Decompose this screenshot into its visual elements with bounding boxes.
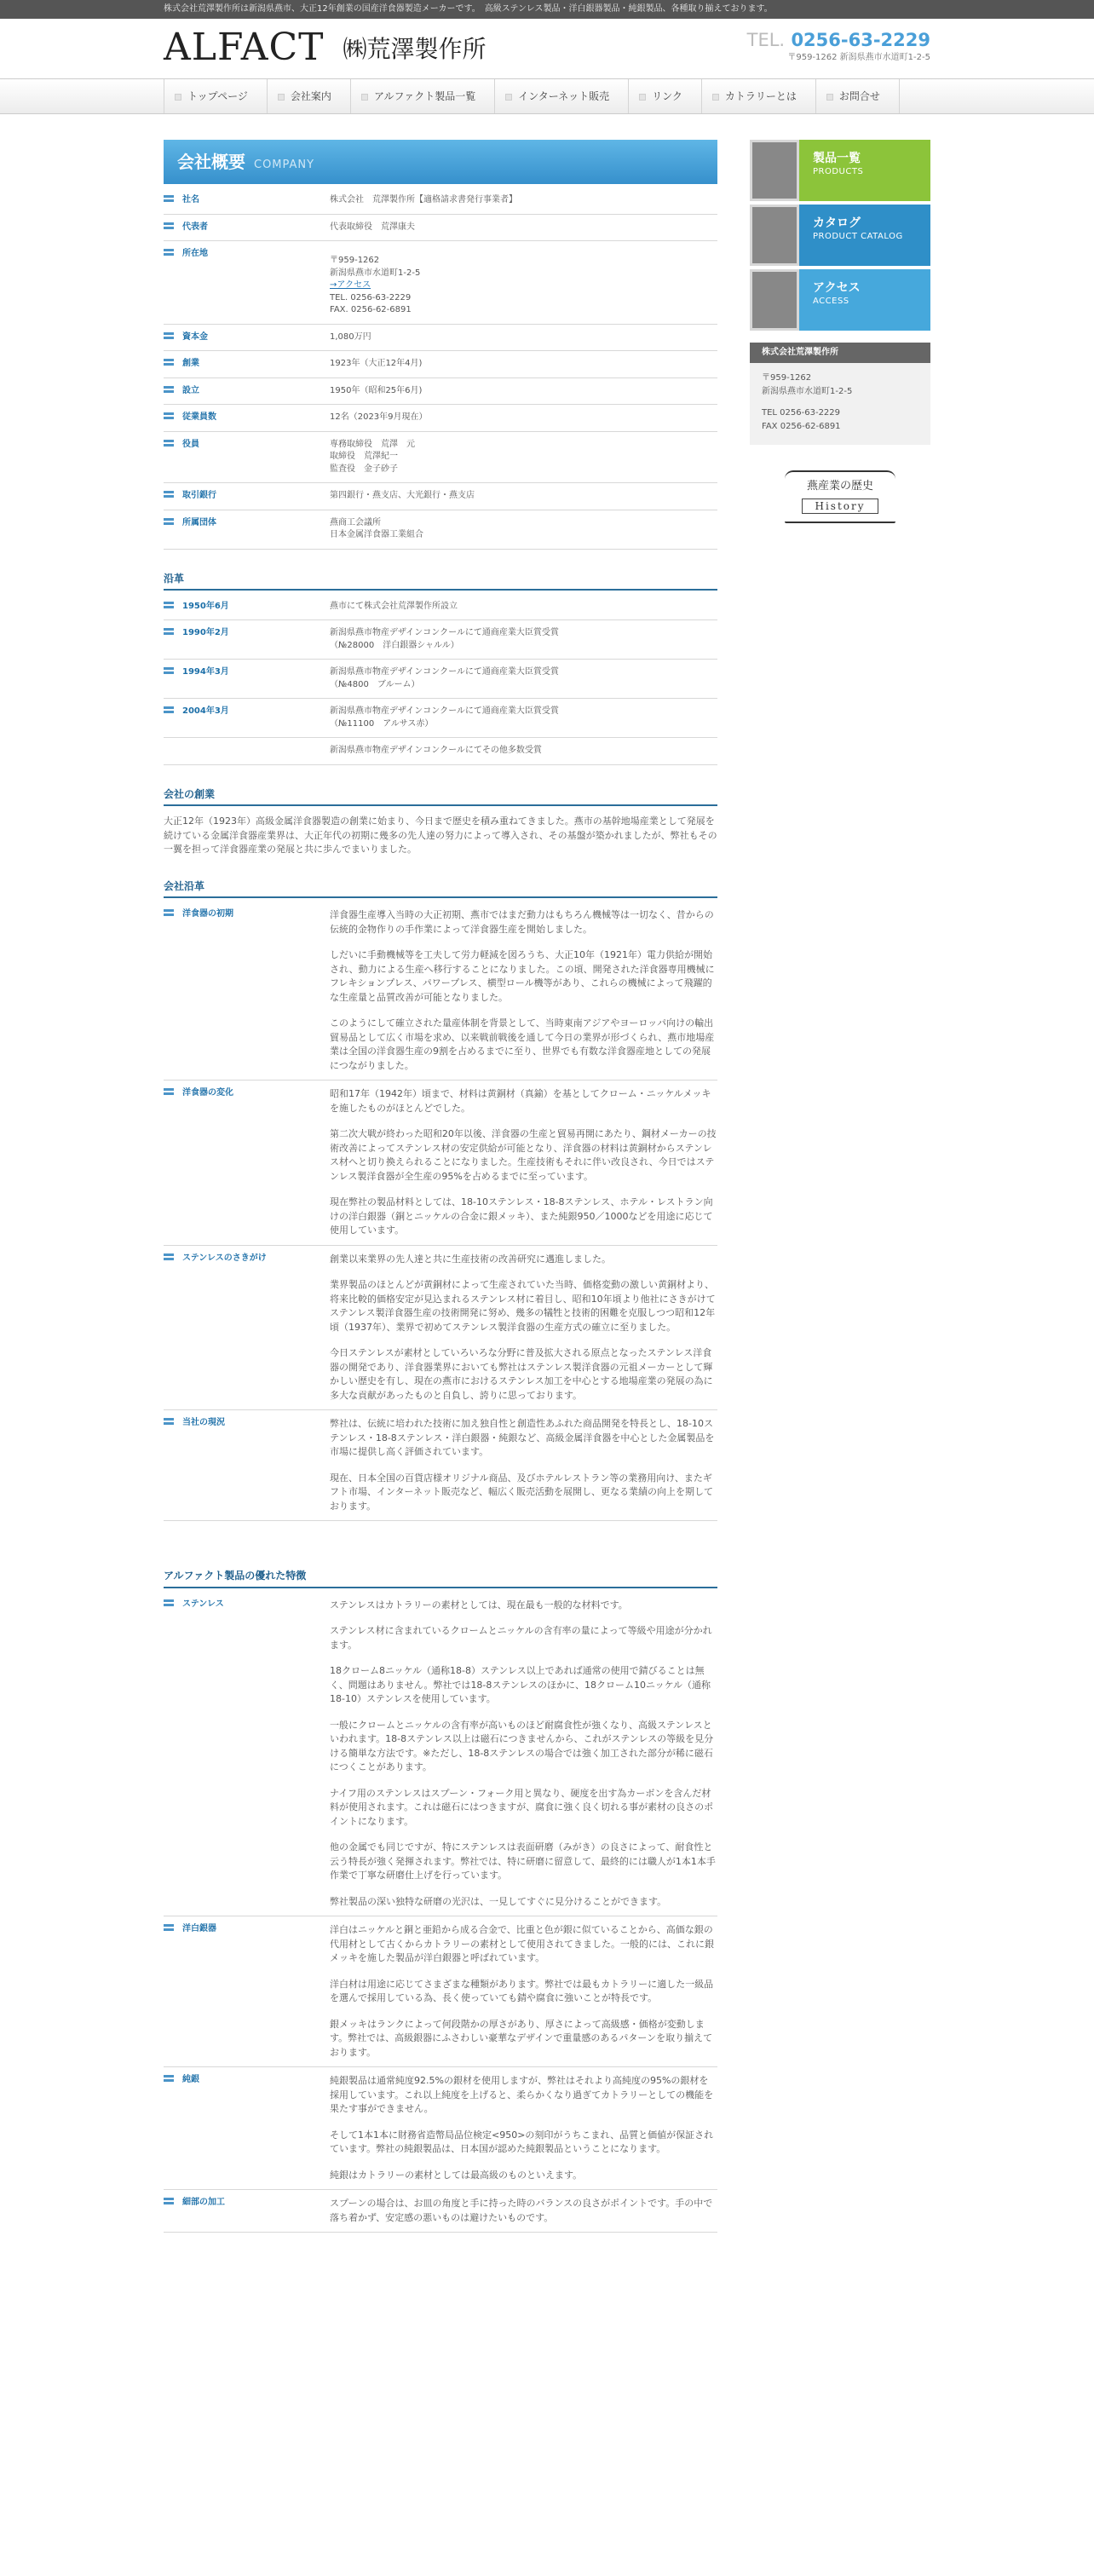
company-value [330, 483, 717, 510]
access-banner-image [750, 269, 799, 331]
enkaku-value [330, 1081, 717, 1246]
enkaku-paragraph: 第二次大戦が終わった昭和20年以後、洋食器の生産と貿易再開にあたり、鋼材メーカーの技術改善によってステンレス材の安定供給が可能となり、洋食器の材料は黄銅材からステンレス材へと切り換えられることになりました。生産技術もそれに伴い改良され、今日ではステンレス製洋食器が全生産の95%を占めるまでに至っています。 [330, 1128, 717, 1182]
row-label: 社名 [182, 195, 199, 205]
features-table [164, 1592, 717, 2233]
site-logo[interactable] [164, 26, 487, 69]
history-row [164, 620, 717, 660]
enkaku-value [330, 1410, 717, 1521]
nav-bullet-icon [712, 94, 719, 101]
history-link-title: 燕産業の歴史 [806, 480, 873, 493]
row-label-cell [164, 699, 330, 738]
tel-label: TEL. [746, 30, 786, 50]
company-row [164, 187, 717, 214]
row-label: 1994年3月 [182, 667, 229, 677]
row-label-cell [164, 324, 330, 351]
row-label-cell [164, 1592, 330, 1916]
products-banner-title: 製品一覧 [813, 152, 861, 165]
nav-item-6[interactable] [815, 79, 900, 113]
row-label: 洋食器の初期 [182, 909, 233, 919]
history-row [164, 738, 717, 765]
history-value [330, 699, 717, 738]
products-banner-subtitle: PRODUCTS [813, 167, 864, 176]
company-value [330, 431, 717, 483]
features-paragraph: 一般にクロームとニッケルの含有率が高いものほど耐腐食性が強くなり、高級ステンレスといわれます。18-8ステンレス以上は磁石につきませんから、これがステンレスの等級を見分ける簡単な方法です。※ただし、18-8ステンレスの場合では強く加工された部分が稀に磁石につくことがあります。 [330, 1719, 714, 1773]
history-row [164, 699, 717, 738]
company-value-line: 株式会社 荒澤製作所【適格請求書発行事業者】 [330, 195, 517, 205]
row-label: 従業員数 [182, 412, 216, 422]
company-value-line: 取締役 荒澤紀一 [330, 452, 398, 461]
nav-item-label: アルファクト製品一覧 [373, 90, 476, 102]
enkaku-paragraph: 業界製品のほとんどが黄銅材によって生産されていた当時、価格変動の激しい黄銅材より、将来比較的価格安定が見込まれるステンレス材に着目し、昭和10年頃より他社にさきがけてステンレス製洋食器生産の技術開発に努め、幾多の犠牲と技術的困難を克服しつつ昭和12年頃（1937年）、業界で初めてステンレス製洋食器の生産方式の確立に至りました。 [330, 1279, 716, 1333]
row-label-cell [164, 405, 330, 432]
history-line: 新潟県燕市物産デザインコンクールにて通商産業大臣賞受賞 [330, 706, 559, 717]
row-label-cell [164, 1245, 330, 1410]
row-bullet-icon [164, 222, 174, 230]
company-row [164, 351, 717, 378]
company-value [330, 405, 717, 432]
enkaku-row [164, 1410, 717, 1521]
row-label: 設立 [182, 385, 199, 395]
row-label-cell [164, 620, 330, 660]
features-paragraph: 銀メッキはランクによって何段階かの厚さがあり、厚さによって高級感・価格が変動します。弊社では、高級銀器にふさわしい豪華なデザインで重量感のあるパターンを取り揃えております。 [330, 2018, 713, 2058]
page-title-banner [164, 140, 717, 184]
company-row [164, 324, 717, 351]
header-contact [747, 29, 930, 65]
row-bullet-icon [164, 1599, 174, 1607]
nav-item-3[interactable] [494, 79, 628, 113]
nav-item-label: トップページ [187, 90, 248, 102]
company-value [330, 324, 717, 351]
row-label: 1950年6月 [182, 601, 229, 611]
features-heading: アルファクト製品の優れた特徴 [164, 1569, 717, 1588]
company-info-box [750, 343, 930, 445]
row-label: 当社の現況 [182, 1418, 225, 1428]
features-paragraph: そして1本1本に財務省造幣局品位検定<950>の刻印がうちこまれ、品質と価値が保証されています。弊社の純銀製品は、日本国が認めた純銀製品ということになります。 [330, 2129, 714, 2155]
company-row [164, 377, 717, 405]
row-label: ステンレス [182, 1599, 224, 1609]
row-bullet-icon [164, 706, 174, 714]
logo-mark: ALFACT [164, 26, 325, 69]
access-banner-label [799, 269, 930, 331]
access-banner-title: アクセス [813, 281, 861, 295]
row-bullet-icon [164, 908, 174, 917]
row-bullet-icon [164, 358, 174, 366]
history-value [330, 738, 717, 765]
history-value [330, 660, 717, 699]
nav-item-4[interactable] [628, 79, 701, 113]
company-row [164, 431, 717, 483]
history-line: 新潟県燕市物産デザインコンクールにて通商産業大臣賞受賞 [330, 667, 559, 677]
enkaku-row [164, 1081, 717, 1246]
enkaku-row [164, 902, 717, 1081]
row-label: 洋白銀器 [182, 1924, 216, 1934]
enkaku-value [330, 1245, 717, 1410]
nav-item-label: リンク [652, 90, 682, 102]
row-bullet-icon [164, 2074, 174, 2083]
row-label: 所属団体 [182, 517, 216, 527]
company-value-line: 代表取締役 荒澤康夫 [330, 222, 415, 232]
company-value-line: 第四銀行・燕支店、大光銀行・燕支店 [330, 491, 475, 500]
company-row [164, 405, 717, 432]
company-value-line: 1923年（大正12年4月) [330, 359, 423, 368]
row-label-cell [164, 1410, 330, 1521]
row-label-cell [164, 510, 330, 549]
features-paragraph: 他の金属でも同じですが、特にステンレスは表面研磨（みがき）の良さによって、耐食性と云う特長が強く発揮されます。弊社では、特に研磨に留意して、最終的には職人が1本1本手作業で丁寧な研磨仕上げを行っています。 [330, 1841, 716, 1882]
company-row [164, 241, 717, 325]
company-info-line: 〒959-1262 [762, 373, 812, 383]
row-label-cell [164, 738, 330, 765]
features-row [164, 1916, 717, 2067]
features-paragraph: 純銀製品は通常純度92.5%の銀材を使用しますが、弊社はそれより高純度の95%の銀材を採用しています。これ以上純度を上げると、柔らかくなり過ぎてカトラリーとしての機能を果たす事ができません。 [330, 2075, 714, 2115]
company-value-line: 〒959-1262 [330, 256, 380, 265]
catalog-banner-title: カタログ [813, 216, 861, 230]
catalog-banner-subtitle: PRODUCT CATALOG [813, 232, 903, 241]
nav-item-0[interactable] [164, 79, 267, 113]
top-tagline: 株式会社荒澤製作所は新潟県燕市、大正12年創業の国産洋食器製造メーカーです。 高級ステンレス製品・洋白銀器製品・純銀製品、各種取り揃えております。 [0, 0, 1094, 19]
company-value [330, 351, 717, 378]
features-paragraph: 純銀はカトラリーの素材としては最高級のものといえます。 [330, 2169, 583, 2181]
company-info-title: 株式会社荒澤製作所 [750, 343, 930, 363]
row-bullet-icon [164, 1923, 174, 1932]
features-paragraph: ナイフ用のステンレスはスプーン・フォーク用と異なり、硬度を出す為カーボンを含んだ材料が使用されます。これは磁石にはつきますが、腐食に強く良く切れる事が素材の良さのポイントになります。 [330, 1787, 714, 1827]
row-bullet-icon [164, 248, 174, 256]
company-value-line: TEL. 0256-63-2229 [330, 292, 412, 303]
row-bullet-icon [164, 331, 174, 340]
nav-bullet-icon [361, 94, 368, 101]
history-line: （№28000 洋白銀器シャルル） [330, 640, 459, 650]
history-link[interactable] [785, 470, 895, 523]
company-value-line: 専務取締役 荒澤 元 [330, 439, 415, 449]
nav-item-label: インターネット販売 [518, 90, 610, 102]
enkaku-heading: 会社沿革 [164, 879, 717, 898]
features-paragraph: ステンレスはカトラリーの素材としては、現在最も一般的な材料です。 [330, 1599, 628, 1611]
company-value [330, 187, 717, 214]
row-label-cell [164, 2067, 330, 2190]
products-banner-image [750, 140, 799, 201]
enkaku-paragraph: 今日ステンレスが素材としていろいろな分野に普及拡大される原点となったステンレス洋食器の開発であり、洋食器業界においても弊社はステンレス製洋食器の元祖メーカーとして輝かしい歴史を有し、現在の燕市におけるステンレス加工を中心とする地場産業の発展の為に多大な貢献があったものと自負し、誇りに思っております。 [330, 1347, 713, 1401]
history-value [330, 594, 717, 620]
row-label-cell [164, 214, 330, 241]
company-value-line: 新潟県燕市水道町1-2-5 [330, 268, 421, 278]
row-label: 洋食器の変化 [182, 1088, 233, 1098]
row-label: ステンレスのさきがけ [182, 1253, 267, 1263]
founding-text: 大正12年（1923年）高級金属洋食器製造の創業に始まり、今日まで歴史を積み重ねてきました。燕市の基幹地場産業として発展を続けている金属洋食器産業界は、大正年代の初期に幾多の先人達の努力によって導入され、その基盤が築かれましたが、弊社もその一翼を担って洋食器産業の発展と共に歩んでまいりました。 [164, 815, 717, 856]
access-banner[interactable] [750, 269, 930, 331]
row-label-cell [164, 1081, 330, 1246]
row-bullet-icon [164, 490, 174, 498]
features-paragraph: スプーンの場合は、お皿の角度と手に持った時のバランスの良さがポイントです。手の中で落ち着かず、安定感の悪いものは避けたいものです。 [330, 2198, 713, 2223]
company-value-line: 1950年（昭和25年6月) [330, 385, 423, 395]
history-row [164, 594, 717, 620]
company-info-line: TEL 0256-63-2229 [762, 408, 841, 418]
row-bullet-icon [164, 627, 174, 636]
nav-bullet-icon [175, 94, 181, 101]
nav-item-5[interactable] [701, 79, 815, 113]
features-paragraph: 18クローム8ニッケル（通称18-8）ステンレス以上であれば通常の使用で錆びることは無く、問題はありません。弊社では18-8ステンレスのほかに、18クローム10ニッケル（通称18-10）ステンレスを使用しています。 [330, 1665, 711, 1705]
row-label: 代表者 [182, 222, 208, 232]
row-label-cell [164, 2190, 330, 2233]
row-label: 資本金 [182, 331, 208, 342]
row-bullet-icon [164, 666, 174, 675]
history-line: 燕市にて株式会社荒澤製作所設立 [330, 601, 458, 611]
enkaku-paragraph: 現在弊社の製品材料としては、18-10ステンレス・18-8ステンレス、ホテル・レストラン向けの洋白銀器（銅とニッケルの合金に銀メッキ）、また純銀950／1000などを用途に応じて使用しています。 [330, 1196, 713, 1236]
history-line: 新潟県燕市物産デザインコンクールにてその他多数受賞 [330, 746, 542, 756]
row-label-cell [164, 483, 330, 510]
company-info-line: 新潟県燕市水道町1-2-5 [762, 386, 853, 396]
header-address: 〒959-1262 新潟県燕市水道町1-2-5 [787, 53, 930, 62]
access-banner-subtitle: ACCESS [813, 297, 849, 306]
history-value [330, 620, 717, 660]
row-label-cell [164, 377, 330, 405]
features-value [330, 2190, 717, 2233]
enkaku-paragraph: このようにして確立された量産体制を背景として、当時東南アジアやヨーロッパ向けの輸出貿易品として広く市場を求め、以来戦前戦後を通して今日の業界が形づくられ、燕市地場産業は全国の洋食器生産の9割を占めるまでに至り、世界でも有数な洋食器産地としての発展につながりました。 [330, 1017, 715, 1071]
features-row [164, 2190, 717, 2233]
sidebar [750, 140, 930, 523]
features-value [330, 1916, 717, 2067]
company-value-line[interactable]: →アクセス [330, 280, 371, 290]
company-value [330, 510, 717, 549]
company-value [330, 377, 717, 405]
row-label-cell [164, 431, 330, 483]
founding-heading: 会社の創業 [164, 787, 717, 806]
row-label-cell [164, 187, 330, 214]
enkaku-table [164, 902, 717, 1521]
enkaku-paragraph: 現在、日本全国の百貨店様オリジナル商品、及びホテルレストラン等の業務用向け、またギフト市場、インターネット販売など、幅広く販売活動を展開し、更なる業績の向上を期しております。 [330, 1472, 714, 1512]
history-line: 新潟県燕市物産デザインコンクールにて通商産業大臣賞受賞 [330, 628, 559, 638]
features-value [330, 1592, 717, 1916]
company-value [330, 241, 717, 325]
company-value-line: 燕商工会議所 [330, 517, 381, 527]
row-bullet-icon [164, 439, 174, 447]
company-value-line: 1,080万円 [330, 331, 371, 342]
row-bullet-icon [164, 1417, 174, 1426]
row-label: 純銀 [182, 2075, 199, 2085]
enkaku-paragraph: 洋食器生産導入当時の大正初期、燕市ではまだ動力はもちろん機械等は一切なく、昔からの伝統的金物作りの手作業によって洋食器生産を開始しました。 [330, 909, 714, 935]
nav-bullet-icon [505, 94, 512, 101]
company-row [164, 483, 717, 510]
row-label: 細部の加工 [182, 2198, 225, 2208]
row-bullet-icon [164, 1253, 174, 1261]
company-row [164, 510, 717, 549]
company-row [164, 214, 717, 241]
row-label-cell [164, 594, 330, 620]
row-label: 所在地 [182, 249, 208, 258]
catalog-banner-label [799, 205, 930, 266]
enkaku-paragraph: しだいに手動機械等を工夫して労力軽減を図ろうち、大正10年（1921年）電力供給が開始され、動力による生産へ移行することになりました。この頃、開発された洋食器専用機械にフレキションプレス、パワープレス、横型ロール機等があり、これらの機械によって飛躍的な生産量と品質改善が可能となりました。 [330, 949, 715, 1003]
row-label-cell [164, 902, 330, 1081]
row-label: 2004年3月 [182, 706, 229, 717]
row-bullet-icon [164, 412, 174, 420]
features-paragraph: 洋白材は用途に応じてさまざまな種類があります。弊社では最もカトラリーに適した一級品を選んで採用している為、長く使っていても錆や腐食に強いことが特長です。 [330, 1978, 714, 2004]
history-heading: 沿革 [164, 572, 717, 591]
company-value [330, 214, 717, 241]
enkaku-paragraph: 創業以来業界の先人達と共に生産技術の改善研究に邁進しました。 [330, 1253, 611, 1265]
row-label: 役員 [182, 439, 199, 449]
company-value-line: 日本金属洋食器工業組合 [330, 530, 423, 539]
features-row [164, 1592, 717, 1916]
row-bullet-icon [164, 194, 174, 203]
history-link-sub: History [802, 498, 878, 514]
row-label: 1990年2月 [182, 628, 229, 638]
row-bullet-icon [164, 385, 174, 394]
row-label: 取引銀行 [182, 491, 216, 500]
company-info-body [750, 363, 930, 445]
history-line: （№11100 アルサス赤） [330, 718, 434, 729]
features-paragraph: 洋白はニッケルと銅と亜鉛から成る合金で、比重と色が銀に似ていることから、高価な銀の代用材として古くからカトラリーの素材として使用されてきました。一般的には、これに銀メッキを施した製品が洋白銀器と呼ばれています。 [330, 1924, 714, 1964]
catalog-banner-image [750, 205, 799, 266]
company-value-line: 12名（2023年9月現在） [330, 412, 428, 422]
company-info-line [762, 398, 918, 406]
enkaku-value [330, 902, 717, 1081]
row-label-cell [164, 1916, 330, 2067]
enkaku-paragraph: 昭和17年（1942年）頃まで、材料は黄銅材（真鍮）を基としてクローム・ニッケルメッキを施したものがほとんどでした。 [330, 1088, 711, 1114]
nav-item-2[interactable] [350, 79, 494, 113]
row-bullet-icon [164, 517, 174, 526]
nav-item-label: お問合せ [838, 90, 880, 102]
features-paragraph: 弊社製品の深い独特な研磨の光沢は、一見してすぐに見分けることができます。 [330, 1895, 667, 1907]
features-value [330, 2067, 717, 2190]
features-row [164, 2067, 717, 2190]
history-row [164, 660, 717, 699]
page-title: 会社概要 [177, 152, 245, 172]
nav-item-label: 会社案内 [290, 90, 331, 102]
row-label: 創業 [182, 359, 199, 368]
page-title-en: COMPANY [254, 158, 315, 171]
row-label-cell [164, 241, 330, 325]
global-nav [0, 78, 1094, 114]
history-line: （№4800 ブルーム） [330, 679, 420, 689]
nav-bullet-icon [826, 94, 833, 101]
enkaku-row [164, 1245, 717, 1410]
company-table [164, 187, 717, 550]
features-paragraph: ステンレス材に含まれているクロームとニッケルの含有率の量によって等級や用途が分かれます。 [330, 1625, 712, 1651]
nav-bullet-icon [278, 94, 285, 101]
site-header [0, 19, 1094, 78]
company-value-line: FAX. 0256-62-6891 [330, 305, 412, 314]
nav-item-label: カトラリーとは [724, 90, 797, 102]
company-info-line: FAX 0256-62-6891 [762, 421, 841, 431]
row-label-cell [164, 351, 330, 378]
nav-bullet-icon [639, 94, 646, 101]
enkaku-paragraph: 弊社は、伝統に培われた技術に加え独自性と創造性あふれた商品開発を特長とし、18-10ステンレス・18-8ステンレス・洋白銀器・純銀など、高級金属洋食器を中心とした金属製品を市場に提供し高く評価されています。 [330, 1418, 715, 1458]
main-content [164, 140, 717, 2233]
catalog-banner[interactable] [750, 205, 930, 266]
products-banner-label [799, 140, 930, 201]
company-value-line: 監査役 金子砂子 [330, 464, 398, 474]
history-table [164, 594, 717, 765]
row-bullet-icon [164, 2197, 174, 2205]
tel-number: 0256-63-2229 [791, 30, 930, 50]
logo-company-name: ㈱荒澤製作所 [343, 35, 487, 63]
products-banner[interactable] [750, 140, 930, 201]
nav-item-1[interactable] [267, 79, 350, 113]
row-bullet-icon [164, 1087, 174, 1096]
row-bullet-icon [164, 601, 174, 609]
row-label-cell [164, 660, 330, 699]
